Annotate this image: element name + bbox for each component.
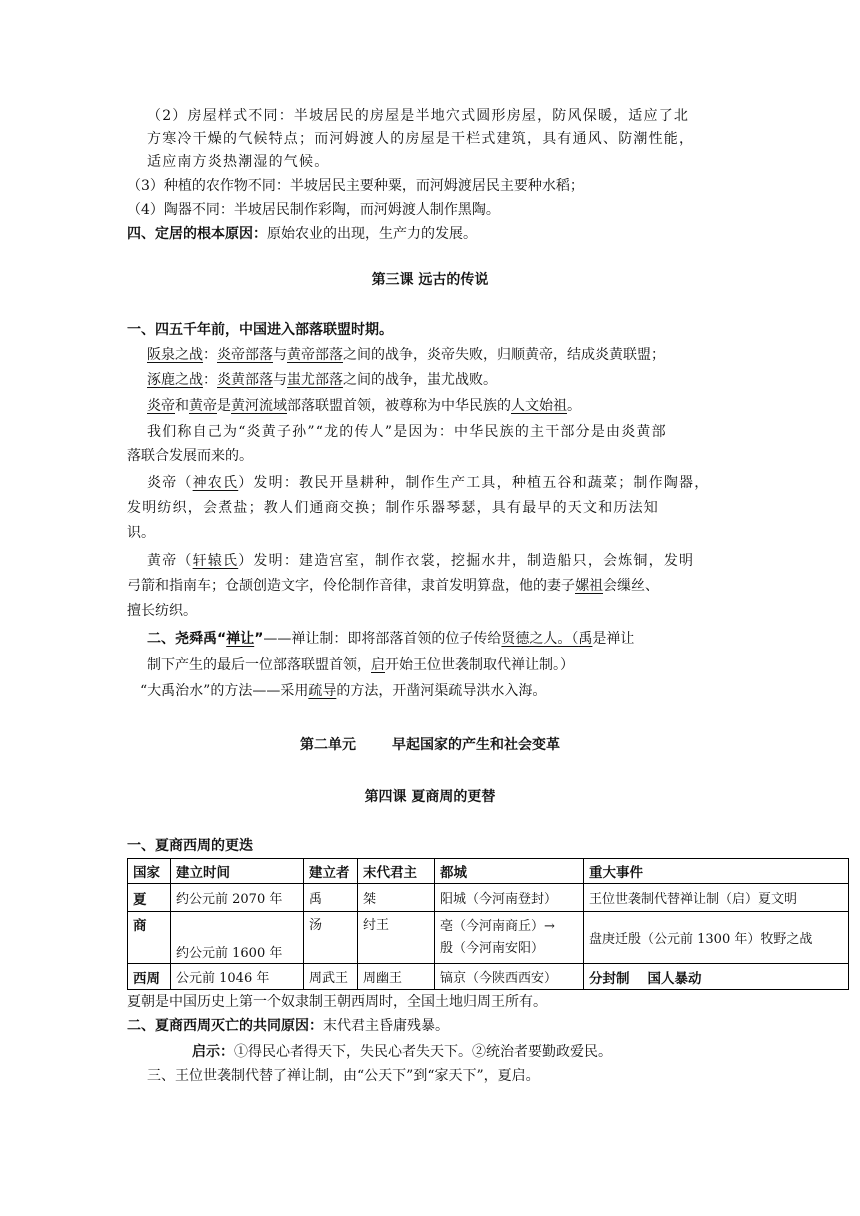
yandi-prefix: 炎帝（ bbox=[147, 475, 193, 491]
cell-time: 约公元前 1600 年 bbox=[171, 912, 304, 964]
cell-capital: 阳城（今河南登封） bbox=[435, 884, 584, 912]
flood-desc: 的方法，开凿河渠疏导洪水入海。 bbox=[336, 683, 547, 699]
fall-reason-body: 末代君主昏庸残暴。 bbox=[323, 1018, 449, 1034]
desc-line-2: 落联合发展而来的。 bbox=[127, 448, 253, 464]
leizu: 嫘祖 bbox=[575, 578, 603, 594]
col-header: 重大事件 bbox=[584, 859, 849, 884]
zhuolu-war: 涿鹿之战 bbox=[147, 372, 203, 388]
shennong: 神农氏 bbox=[192, 475, 239, 491]
col-header: 都城 bbox=[435, 859, 584, 884]
banquan-line bbox=[147, 345, 665, 365]
cell-founder: 汤 bbox=[304, 912, 358, 964]
cultural-ancestor: 人文始祖 bbox=[511, 398, 567, 414]
settle-line bbox=[127, 224, 477, 244]
conj: 与 bbox=[273, 347, 287, 363]
shanrang-line-2 bbox=[147, 655, 574, 675]
huangdi-prefix: 黄帝（ bbox=[147, 553, 193, 569]
house-line-1: （2）房屋样式不同：半坡居民的房屋是半地穴式圆形房屋，防风保暖，适应了北 bbox=[147, 108, 690, 124]
huangdi-line-3: 擅长纺织。 bbox=[127, 603, 197, 619]
cell-last-ruler: 纣王 bbox=[358, 912, 435, 964]
flood-line bbox=[140, 681, 546, 701]
lesson4-heading-3: 三、王位世袭制代替了禅让制，由“公天下”到“家天下”，夏启。 bbox=[147, 1068, 540, 1084]
cell-time: 约公元前 2070 年 bbox=[171, 884, 304, 912]
huangdi-line-1 bbox=[147, 551, 694, 571]
event-fenfeng: 分封制 bbox=[589, 970, 630, 987]
col-header: 建立者 bbox=[304, 859, 358, 884]
huangdi-inventions-2: 弓箭和指南车；仓颉创造文字，伶伦制作音律，隶首发明算盘，他的妻子 bbox=[127, 578, 575, 594]
yanhuang-tribe: 炎黄部落 bbox=[217, 372, 273, 388]
huangdi-inventions: ）发明：建造宫室，制作衣裳，挖掘水井，制造船只，会炼铜，发明 bbox=[238, 553, 695, 569]
col-header: 建立时间 bbox=[171, 859, 304, 884]
lesson3-heading-1: 一、四五千年前，中国进入部落联盟时期。 bbox=[127, 322, 393, 338]
yandi-tribe: 炎帝部落 bbox=[217, 347, 273, 363]
colon: ： bbox=[203, 347, 217, 363]
fall-reason-heading: 二、夏商西周灭亡的共同原因： bbox=[127, 1018, 323, 1034]
conj: 与 bbox=[273, 372, 287, 388]
dynasty-table bbox=[127, 858, 849, 990]
chiyou-tribe: 蚩尤部落 bbox=[287, 372, 343, 388]
cell-events bbox=[584, 964, 849, 990]
banquan-desc: 之间的战争，炎帝失败，归顺黄帝，结成炎黄联盟； bbox=[343, 347, 665, 363]
leader-line bbox=[147, 396, 581, 416]
insight-body: ①得民心者得天下，失民心者失天下。②统治者要勤政爱民。 bbox=[234, 1044, 612, 1060]
quote: ” bbox=[254, 631, 264, 647]
yandi-line-2: 发明纺织，会煮盐；教人们通商交换；制作乐器琴瑟，具有最早的天文和历法知 bbox=[127, 500, 659, 516]
desc-line-1: 我们称自己为“炎黄子孙”“龙的传人”是因为：中华民族的主干部分是由炎黄部 bbox=[147, 424, 667, 440]
virtuous: 贤德之人。（ bbox=[501, 631, 579, 647]
table-row bbox=[128, 964, 849, 990]
colon: ： bbox=[203, 372, 217, 388]
unit2-number: 第二单元 bbox=[300, 737, 356, 753]
house-line-3: 适应南方炎热潮湿的气候。 bbox=[147, 154, 330, 170]
lesson4-note: 夏朝是中国历史上第一个奴隶制王朝西周时，全国土地归周王所有。 bbox=[127, 994, 547, 1010]
cell-capital: 镐京（今陕西西安） bbox=[435, 964, 584, 990]
flood-prefix: “大禹治水”的方法——采用 bbox=[140, 683, 309, 699]
zhuolu-desc: 之间的战争，蚩尤战败。 bbox=[343, 372, 497, 388]
cell-dynasty: 商 bbox=[128, 912, 171, 964]
cell-last-ruler: 桀 bbox=[358, 884, 435, 912]
huangdi: 黄帝 bbox=[189, 398, 217, 414]
conj: 和 bbox=[175, 398, 189, 414]
qi: 启 bbox=[371, 657, 385, 673]
yandi-line-3: 识。 bbox=[127, 525, 155, 541]
settle-heading: 四、定居的根本原因： bbox=[127, 226, 267, 242]
cell-founder: 禹 bbox=[304, 884, 358, 912]
shanrang-desc-3: 开始王位世袭制取代禅让制。） bbox=[385, 657, 574, 673]
cell-events: 盘庚迁殷（公元前 1300 年）牧野之战 bbox=[584, 912, 849, 964]
shanrang-tail: 是禅让 bbox=[592, 631, 635, 647]
table-header-row bbox=[128, 859, 849, 884]
leader-desc: 部落联盟首领，被尊称为中华民族的 bbox=[287, 398, 511, 414]
col-header: 末代君主 bbox=[358, 859, 435, 884]
house-line-2: 方寒冷干燥的气候特点；而河姆渡人的房屋是干栏式建筑，具有通风、防潮性能， bbox=[147, 131, 695, 147]
capital-yin: 殷（今河南安阳） bbox=[440, 940, 545, 956]
yu: 禹 bbox=[578, 631, 593, 647]
conj: 是 bbox=[217, 398, 231, 414]
leizu-desc: 会缫丝、 bbox=[603, 578, 659, 594]
shanrang-desc-2: 制下产生的最后一位部落联盟首领， bbox=[147, 657, 371, 673]
yandi-line-1 bbox=[147, 473, 709, 493]
banquan-war: 阪泉之战 bbox=[147, 347, 203, 363]
lesson4-title: 第四课 夏商周的更替 bbox=[364, 789, 496, 805]
dredge: 疏导 bbox=[308, 683, 337, 699]
period: 。 bbox=[567, 398, 581, 414]
shanrang-heading: 二、尧舜禹“ bbox=[147, 631, 227, 647]
unit2-name: 早起国家的产生和社会变革 bbox=[392, 737, 560, 753]
lesson3-title: 第三课 远古的传说 bbox=[371, 272, 489, 288]
yandi-inventions: ）发明：教民开垦耕种，制作生产工具，种植五谷和蔬菜；制作陶器， bbox=[238, 475, 710, 491]
table-row bbox=[128, 912, 849, 964]
table-row bbox=[128, 884, 849, 912]
insight-heading: 启示： bbox=[192, 1044, 234, 1060]
lesson4-heading-2 bbox=[127, 1016, 449, 1036]
unit2-title bbox=[0, 734, 860, 754]
zhuolu-line bbox=[147, 370, 497, 390]
pottery-line: （4）陶器不同：半坡居民制作彩陶，而河姆渡人制作黑陶。 bbox=[127, 202, 500, 218]
event-uprising: 国人暴动 bbox=[647, 970, 702, 987]
cell-last-ruler: 周幽王 bbox=[358, 964, 435, 990]
cell-time: 公元前 1046 年 bbox=[171, 964, 304, 990]
cell-founder: 周武王 bbox=[304, 964, 358, 990]
shanrang-line-1 bbox=[147, 629, 634, 649]
settle-body: 原始农业的出现，生产力的发展。 bbox=[267, 226, 477, 242]
col-header: 国家 bbox=[128, 859, 171, 884]
crops-line: （3）种植的农作物不同：半坡居民主要种粟，而河姆渡居民主要种水稻； bbox=[127, 178, 584, 194]
lesson4-heading-1: 一、夏商西周的更迭 bbox=[127, 838, 253, 854]
huangdi-line-2 bbox=[127, 576, 659, 596]
huangdi-tribe: 黄帝部落 bbox=[287, 347, 343, 363]
shanrang-desc: ——禅让制：即将部落首领的位子传给 bbox=[263, 631, 502, 647]
yellow-river: 黄河流域 bbox=[231, 398, 287, 414]
cell-events: 王位世袭制代替禅让制（启）夏文明 bbox=[584, 884, 849, 912]
insight-line bbox=[192, 1042, 612, 1062]
cell-dynasty: 西周 bbox=[128, 964, 171, 990]
yandi: 炎帝 bbox=[147, 398, 175, 414]
cell-dynasty: 夏 bbox=[128, 884, 171, 912]
shanrang: 禅让 bbox=[226, 631, 255, 647]
xuanyuan: 轩辕氏 bbox=[192, 553, 239, 569]
cell-capital bbox=[435, 912, 584, 964]
capital-bo: 亳（今河南商丘）→ bbox=[440, 918, 555, 934]
